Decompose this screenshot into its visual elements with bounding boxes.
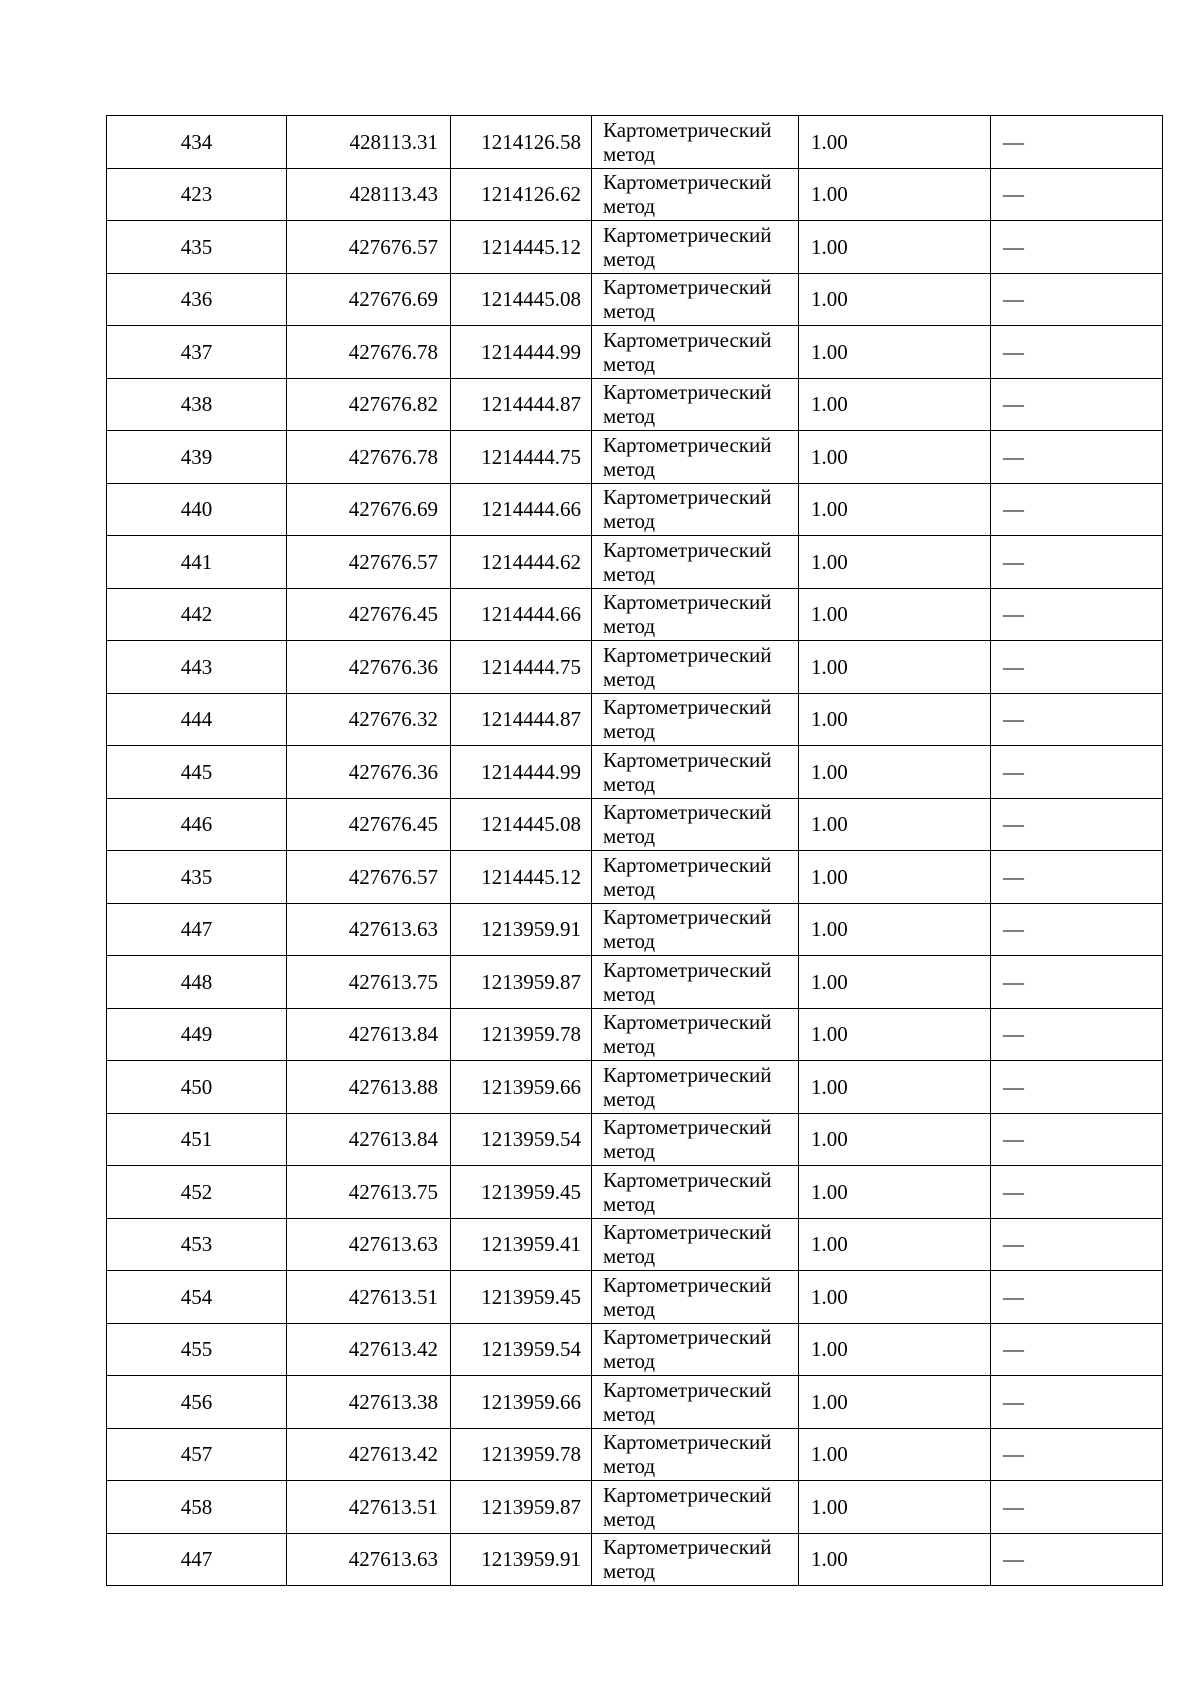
accuracy-cell: 1.00 [799,1218,991,1271]
method-cell [592,1166,799,1219]
method-line-2: метод [603,404,656,429]
y-coordinate-cell: 1213959.45 [451,1271,592,1324]
accuracy-cell: 1.00 [799,1113,991,1166]
accuracy-cell: 1.00 [799,1271,991,1324]
description-cell: — [991,1113,1163,1166]
method-cell [592,1218,799,1271]
table-row [107,641,1163,694]
description-cell: — [991,221,1163,274]
method-line-1: Картометрический [603,275,772,300]
table-row [107,536,1163,589]
point-number-cell: 453 [107,1218,287,1271]
method-line-1: Картометрический [603,590,772,615]
method-line-1: Картометрический [603,852,772,877]
point-number-cell: 450 [107,1061,287,1114]
point-number-cell: 442 [107,588,287,641]
description-cell: — [991,693,1163,746]
method-cell [592,956,799,1009]
method-line-2: метод [603,456,656,481]
y-coordinate-cell: 1213959.66 [451,1376,592,1429]
y-coordinate-cell: 1214126.62 [451,168,592,221]
y-coordinate-cell: 1213959.78 [451,1428,592,1481]
description-cell: — [991,1533,1163,1586]
x-coordinate-cell: 427613.75 [287,1166,451,1219]
table-row [107,588,1163,641]
table-row [107,746,1163,799]
method-line-1: Картометрический [603,432,772,457]
table-row [107,1533,1163,1586]
y-coordinate-cell: 1213959.66 [451,1061,592,1114]
description-cell: — [991,378,1163,431]
accuracy-cell: 1.00 [799,903,991,956]
method-line-1: Картометрический [603,1535,772,1560]
table-row [107,1166,1163,1219]
method-line-2: метод [603,771,656,796]
method-line-1: Картометрический [603,957,772,982]
accuracy-cell: 1.00 [799,851,991,904]
y-coordinate-cell: 1214444.99 [451,326,592,379]
method-line-1: Картометрический [603,747,772,772]
method-line-2: метод [603,876,656,901]
method-line-1: Картометрический [603,1430,772,1455]
point-number-cell: 455 [107,1323,287,1376]
point-number-cell: 437 [107,326,287,379]
x-coordinate-cell: 427676.57 [287,851,451,904]
x-coordinate-cell: 427613.63 [287,903,451,956]
method-line-1: Картометрический [603,1010,772,1035]
point-number-cell: 440 [107,483,287,536]
method-line-2: метод [603,351,656,376]
description-cell: — [991,1376,1163,1429]
description-cell: — [991,431,1163,484]
x-coordinate-cell: 427613.63 [287,1533,451,1586]
method-cell [592,431,799,484]
accuracy-cell: 1.00 [799,641,991,694]
description-cell: — [991,1008,1163,1061]
description-cell: — [991,1061,1163,1114]
x-coordinate-cell: 427676.57 [287,536,451,589]
y-coordinate-cell: 1213959.91 [451,903,592,956]
x-coordinate-cell: 427676.36 [287,746,451,799]
point-number-cell: 435 [107,221,287,274]
point-number-cell: 438 [107,378,287,431]
table-row [107,1481,1163,1534]
y-coordinate-cell: 1214445.12 [451,851,592,904]
description-cell: — [991,1166,1163,1219]
method-line-1: Картометрический [603,1167,772,1192]
x-coordinate-cell: 428113.31 [287,116,451,169]
method-line-2: метод [603,1506,656,1531]
point-number-cell: 423 [107,168,287,221]
method-line-1: Картометрический [603,485,772,510]
method-line-1: Картометрический [603,380,772,405]
table-row [107,221,1163,274]
accuracy-cell: 1.00 [799,221,991,274]
table-row [107,1271,1163,1324]
description-cell: — [991,641,1163,694]
x-coordinate-cell: 427676.57 [287,221,451,274]
method-line-1: Картометрический [603,1062,772,1087]
method-cell [592,326,799,379]
x-coordinate-cell: 427613.42 [287,1323,451,1376]
accuracy-cell: 1.00 [799,273,991,326]
table-row [107,1218,1163,1271]
method-cell [592,1061,799,1114]
y-coordinate-cell: 1213959.54 [451,1113,592,1166]
x-coordinate-cell: 427676.69 [287,273,451,326]
method-line-1: Картометрический [603,327,772,352]
method-cell [592,798,799,851]
method-line-2: метод [603,1086,656,1111]
accuracy-cell: 1.00 [799,1533,991,1586]
description-cell: — [991,168,1163,221]
method-line-2: метод [603,1139,656,1164]
point-number-cell: 458 [107,1481,287,1534]
point-number-cell: 439 [107,431,287,484]
x-coordinate-cell: 427676.78 [287,431,451,484]
table-row [107,1323,1163,1376]
method-line-1: Картометрический [603,1220,772,1245]
method-cell [592,746,799,799]
accuracy-cell: 1.00 [799,956,991,1009]
x-coordinate-cell: 427613.51 [287,1481,451,1534]
method-line-2: метод [603,824,656,849]
y-coordinate-cell: 1214444.66 [451,588,592,641]
description-cell: — [991,956,1163,1009]
table-row [107,1061,1163,1114]
point-number-cell: 452 [107,1166,287,1219]
accuracy-cell: 1.00 [799,326,991,379]
table-row [107,798,1163,851]
x-coordinate-cell: 427613.38 [287,1376,451,1429]
description-cell: — [991,483,1163,536]
table-row [107,1113,1163,1166]
y-coordinate-cell: 1213959.87 [451,956,592,1009]
y-coordinate-cell: 1214444.87 [451,693,592,746]
method-cell [592,641,799,694]
accuracy-cell: 1.00 [799,1376,991,1429]
point-number-cell: 435 [107,851,287,904]
method-line-1: Картометрический [603,1377,772,1402]
point-number-cell: 457 [107,1428,287,1481]
point-number-cell: 447 [107,903,287,956]
x-coordinate-cell: 427676.78 [287,326,451,379]
x-coordinate-cell: 427676.69 [287,483,451,536]
accuracy-cell: 1.00 [799,1481,991,1534]
y-coordinate-cell: 1213959.91 [451,1533,592,1586]
y-coordinate-cell: 1214126.58 [451,116,592,169]
method-cell [592,1428,799,1481]
y-coordinate-cell: 1213959.41 [451,1218,592,1271]
table-row [107,116,1163,169]
y-coordinate-cell: 1214445.08 [451,798,592,851]
method-line-2: метод [603,614,656,639]
method-cell [592,588,799,641]
y-coordinate-cell: 1214444.99 [451,746,592,799]
accuracy-cell: 1.00 [799,536,991,589]
y-coordinate-cell: 1213959.78 [451,1008,592,1061]
y-coordinate-cell: 1213959.87 [451,1481,592,1534]
table-row [107,693,1163,746]
method-cell [592,851,799,904]
table-row [107,851,1163,904]
accuracy-cell: 1.00 [799,1323,991,1376]
accuracy-cell: 1.00 [799,693,991,746]
table-row [107,273,1163,326]
description-cell: — [991,1218,1163,1271]
method-line-2: метод [603,981,656,1006]
coordinates-table-body [107,116,1163,1586]
method-line-1: Картометрический [603,905,772,930]
method-cell [592,221,799,274]
x-coordinate-cell: 427613.42 [287,1428,451,1481]
method-line-1: Картометрический [603,1325,772,1350]
description-cell: — [991,903,1163,956]
method-cell [592,1376,799,1429]
description-cell: — [991,1323,1163,1376]
method-line-2: метод [603,1401,656,1426]
method-cell [592,1481,799,1534]
method-cell [592,273,799,326]
accuracy-cell: 1.00 [799,431,991,484]
description-cell: — [991,1271,1163,1324]
y-coordinate-cell: 1214444.66 [451,483,592,536]
x-coordinate-cell: 427676.45 [287,798,451,851]
method-line-1: Картометрический [603,1272,772,1297]
accuracy-cell: 1.00 [799,168,991,221]
description-cell: — [991,536,1163,589]
description-cell: — [991,1428,1163,1481]
x-coordinate-cell: 428113.43 [287,168,451,221]
table-row [107,168,1163,221]
description-cell: — [991,798,1163,851]
description-cell: — [991,746,1163,799]
accuracy-cell: 1.00 [799,1008,991,1061]
table-row [107,483,1163,536]
description-cell: — [991,588,1163,641]
accuracy-cell: 1.00 [799,1061,991,1114]
y-coordinate-cell: 1214444.75 [451,641,592,694]
x-coordinate-cell: 427676.32 [287,693,451,746]
point-number-cell: 451 [107,1113,287,1166]
point-number-cell: 443 [107,641,287,694]
method-cell [592,168,799,221]
description-cell: — [991,851,1163,904]
method-line-2: метод [603,1454,656,1479]
x-coordinate-cell: 427613.84 [287,1113,451,1166]
y-coordinate-cell: 1214444.75 [451,431,592,484]
table-row [107,1008,1163,1061]
table-row [107,1376,1163,1429]
method-line-2: метод [603,509,656,534]
description-cell: — [991,326,1163,379]
description-cell: — [991,1481,1163,1534]
method-line-1: Картометрический [603,1482,772,1507]
method-line-1: Картометрический [603,695,772,720]
point-number-cell: 446 [107,798,287,851]
method-cell [592,693,799,746]
table-row [107,326,1163,379]
method-cell [592,903,799,956]
method-cell [592,1008,799,1061]
method-line-2: метод [603,1296,656,1321]
accuracy-cell: 1.00 [799,798,991,851]
accuracy-cell: 1.00 [799,1428,991,1481]
method-line-2: метод [603,1244,656,1269]
method-line-1: Картометрический [603,642,772,667]
method-cell [592,536,799,589]
point-number-cell: 456 [107,1376,287,1429]
method-cell [592,116,799,169]
method-line-2: метод [603,299,656,324]
method-line-1: Картометрический [603,537,772,562]
y-coordinate-cell: 1214444.87 [451,378,592,431]
x-coordinate-cell: 427676.45 [287,588,451,641]
method-line-2: метод [603,1559,656,1584]
method-line-2: метод [603,141,656,166]
x-coordinate-cell: 427613.84 [287,1008,451,1061]
accuracy-cell: 1.00 [799,588,991,641]
point-number-cell: 447 [107,1533,287,1586]
point-number-cell: 444 [107,693,287,746]
accuracy-cell: 1.00 [799,116,991,169]
method-cell [592,378,799,431]
method-line-2: метод [603,246,656,271]
table-row [107,431,1163,484]
accuracy-cell: 1.00 [799,746,991,799]
method-line-2: метод [603,666,656,691]
method-cell [592,1323,799,1376]
x-coordinate-cell: 427676.82 [287,378,451,431]
coordinates-table [106,115,1163,1586]
y-coordinate-cell: 1214445.08 [451,273,592,326]
y-coordinate-cell: 1214444.62 [451,536,592,589]
accuracy-cell: 1.00 [799,1166,991,1219]
method-line-2: метод [603,1191,656,1216]
y-coordinate-cell: 1213959.45 [451,1166,592,1219]
method-cell [592,1271,799,1324]
method-line-2: метод [603,1034,656,1059]
y-coordinate-cell: 1213959.54 [451,1323,592,1376]
method-line-1: Картометрический [603,800,772,825]
method-line-1: Картометрический [603,1115,772,1140]
description-cell: — [991,116,1163,169]
point-number-cell: 454 [107,1271,287,1324]
x-coordinate-cell: 427613.63 [287,1218,451,1271]
x-coordinate-cell: 427613.51 [287,1271,451,1324]
x-coordinate-cell: 427613.88 [287,1061,451,1114]
table-row [107,903,1163,956]
method-cell [592,1533,799,1586]
point-number-cell: 445 [107,746,287,799]
method-line-2: метод [603,1349,656,1374]
point-number-cell: 436 [107,273,287,326]
accuracy-cell: 1.00 [799,378,991,431]
method-line-2: метод [603,719,656,744]
point-number-cell: 434 [107,116,287,169]
method-cell [592,483,799,536]
method-line-2: метод [603,561,656,586]
table-row [107,1428,1163,1481]
method-cell [592,1113,799,1166]
method-line-1: Картометрический [603,117,772,142]
method-line-2: метод [603,929,656,954]
table-row [107,378,1163,431]
method-line-2: метод [603,194,656,219]
description-cell: — [991,273,1163,326]
point-number-cell: 448 [107,956,287,1009]
table-row [107,956,1163,1009]
method-line-1: Картометрический [603,170,772,195]
x-coordinate-cell: 427676.36 [287,641,451,694]
point-number-cell: 449 [107,1008,287,1061]
method-line-1: Картометрический [603,222,772,247]
accuracy-cell: 1.00 [799,483,991,536]
point-number-cell: 441 [107,536,287,589]
x-coordinate-cell: 427613.75 [287,956,451,1009]
y-coordinate-cell: 1214445.12 [451,221,592,274]
